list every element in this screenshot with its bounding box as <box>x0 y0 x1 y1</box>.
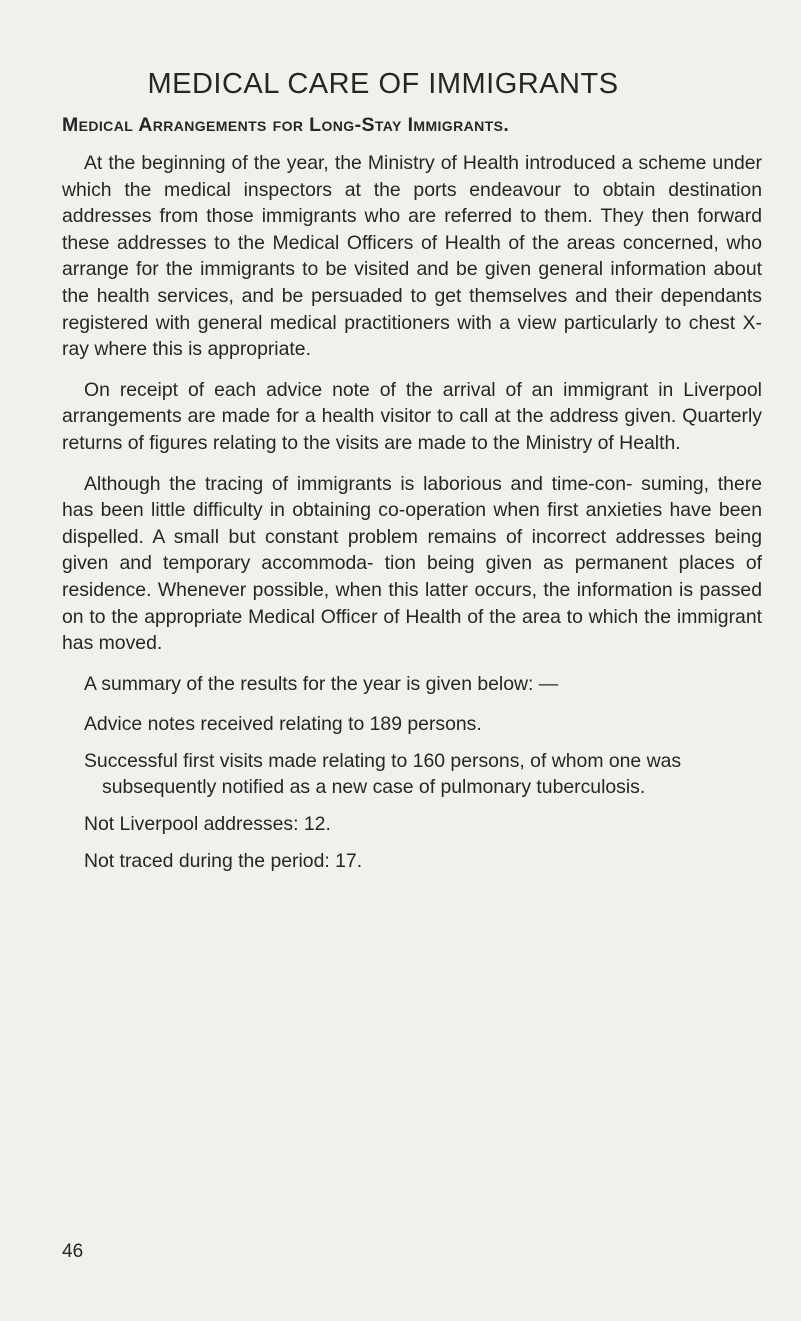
document-body <box>62 150 762 884</box>
paragraph-2: On receipt of each advice note of the arrival of an immigrant in Liverpool arrangements are made for a health visitor to call at the address given. Quarterly returns of figures relating to the visits are made to the Ministry of Health. <box>62 378 762 454</box>
summary-list <box>62 711 762 874</box>
summary-item: Advice notes received relating to 189 persons. <box>84 713 482 736</box>
paragraph-3: Although the tracing of immigrants is laborious and time-con- suming, there has been little difficulty in obtaining co-operation when first anxieties have been dispelled. A small but constant problem remains of incorrect addresses being given and temporary accommoda- tion being given as permanent places of residence. Whenever possible, when this latter occurs, the information is passed on to the appropriate Medical Officer of Health of the area to which the immigrant has moved. <box>62 472 762 655</box>
summary-item: Successful first visits made relating to 160 persons, of whom one was subsequently notified as a new case of pulmonary tuberculosis. <box>84 749 682 799</box>
summary-item: Not traced during the period: 17. <box>84 849 363 872</box>
page-number: 46 <box>62 1241 84 1262</box>
paragraph-1: At the beginning of the year, the Ministry of Health introduced a scheme under which the medical inspectors at the ports endeavour to obtain destination addresses from those immigrants who are referred to them. They then forward these addresses to the Medical Officers of Health of the areas concerned, who arrange for the immigrants to be visited and be given general information about the health services, and be persuaded to get themselves and their dependants registered with general medical practitioners with a view particularly to chest X-ray where this is appropriate. <box>62 152 762 361</box>
summary-item: Not Liverpool addresses: 12. <box>84 813 331 836</box>
paragraph-4: A summary of the results for the year is given below: — <box>84 672 559 695</box>
page-title: MEDICAL CARE OF IMMIGRANTS <box>147 68 619 100</box>
section-heading: Medical Arrangements for Long-Stay Immigrants. <box>62 114 510 136</box>
